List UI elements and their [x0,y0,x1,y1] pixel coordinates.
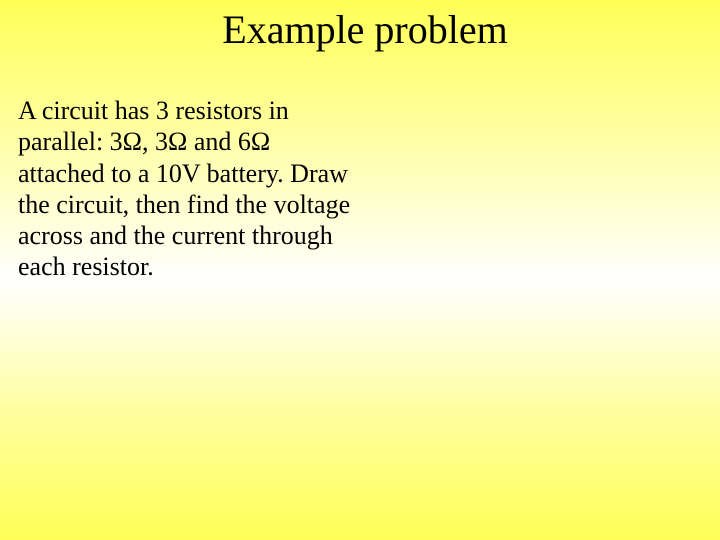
body-text-line: each resistor. [18,252,154,282]
body-text-line: parallel: 3Ω, 3Ω and 6Ω [18,127,271,157]
slide-body-text [18,95,398,283]
body-text-line: A circuit has 3 resistors in [18,96,289,125]
slide-title: Example problem [222,7,508,52]
body-text-line: attached to a 10V battery. Draw [18,158,348,188]
body-text-line: across and the current through [18,221,333,251]
body-text-line: the circuit, then find the voltage [18,189,351,219]
